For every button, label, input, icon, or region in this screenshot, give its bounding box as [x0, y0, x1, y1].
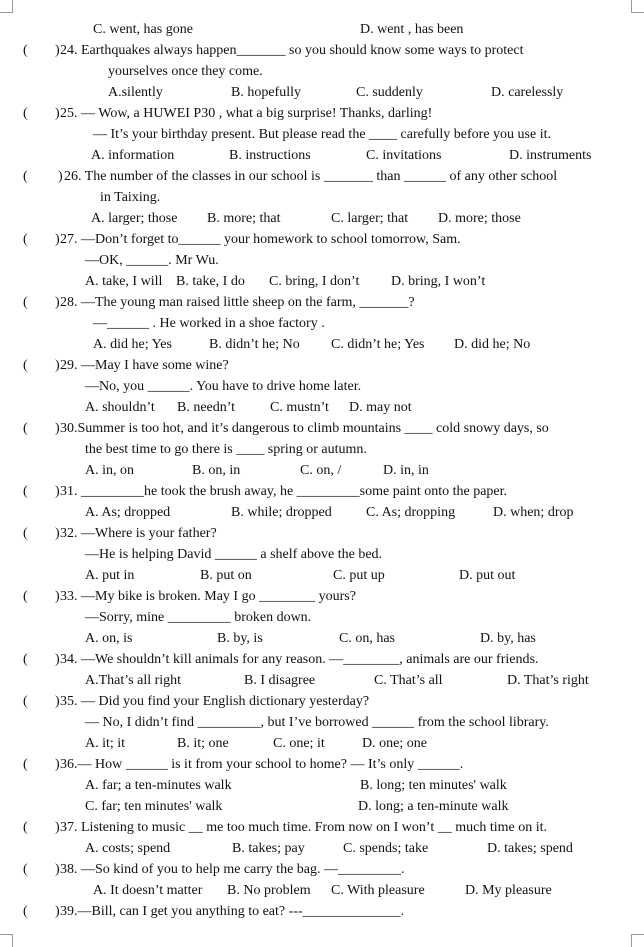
question-line: [0, 649, 644, 670]
answer-option: A. put in: [85, 568, 135, 583]
question-stem: 36.— How ______ is it from your school to home? — It’s only ______.: [60, 757, 464, 772]
answer-bracket-close: ): [55, 820, 60, 835]
answer-option: B. didn’t he; No: [209, 337, 300, 352]
question-stem: 29. —May I have some wine?: [60, 358, 229, 373]
answer-option: A.silently: [108, 85, 163, 100]
options-line: [0, 145, 644, 166]
answer-option: D. more; those: [438, 211, 521, 226]
question-text: in Taixing.: [100, 190, 161, 205]
answer-option: C. one; it: [273, 736, 325, 751]
answer-bracket-open[interactable]: (: [23, 526, 28, 541]
answer-option: A. take, I will: [85, 274, 163, 289]
options-line: [0, 82, 644, 103]
question-line: [0, 292, 644, 313]
answer-bracket-open[interactable]: (: [23, 484, 28, 499]
answer-option: B. by, is: [217, 631, 263, 646]
answer-option: C. on, has: [339, 631, 395, 646]
question-line: [0, 481, 644, 502]
question-stem: 28. —The young man raised little sheep on the farm, _______?: [60, 295, 415, 310]
answer-option: B. put on: [200, 568, 252, 583]
question-continuation-line: [0, 187, 644, 208]
question-line: [0, 418, 644, 439]
answer-option: C. far; ten minutes' walk: [85, 799, 223, 814]
question-text: —OK, ______. Mr Wu.: [85, 253, 219, 268]
answer-bracket-close: ): [55, 232, 60, 247]
answer-option: C. As; dropping: [366, 505, 456, 520]
answer-bracket-open[interactable]: (: [23, 421, 28, 436]
options-line: [0, 775, 644, 796]
options-line: [0, 460, 644, 481]
options-line: [0, 271, 644, 292]
options-line: [0, 628, 644, 649]
answer-bracket-open[interactable]: (: [23, 295, 28, 310]
answer-bracket-close: ): [55, 43, 60, 58]
crop-mark-top-left: [0, 0, 13, 13]
answer-option: D. put out: [459, 568, 516, 583]
answer-option: A. in, on: [85, 463, 134, 478]
question-stem: 34. —We shouldn’t kill animals for any reason. —________, animals are our friends.: [60, 652, 539, 667]
question-line: [0, 229, 644, 250]
answer-bracket-close: ): [55, 694, 60, 709]
question-line: [0, 691, 644, 712]
answer-bracket-close: ): [55, 484, 60, 499]
question-continuation-line: [0, 439, 644, 460]
answer-option: C. With pleasure: [331, 883, 425, 898]
question-continuation-line: [0, 607, 644, 628]
answer-bracket-close: ): [55, 421, 60, 436]
answer-option: A. did he; Yes: [93, 337, 172, 352]
question-continuation-line: [0, 250, 644, 271]
answer-bracket-close: ): [58, 169, 63, 184]
question-continuation-line: [0, 544, 644, 565]
answer-option: A. costs; spend: [85, 841, 171, 856]
answer-option: D. may not: [349, 400, 412, 415]
answer-option: A. it; it: [85, 736, 126, 751]
question-stem: 35. — Did you find your English dictionary yesterday?: [60, 694, 370, 709]
question-line: [0, 817, 644, 838]
answer-bracket-open[interactable]: (: [23, 232, 28, 247]
answer-bracket-open[interactable]: (: [23, 358, 28, 373]
question-continuation-line: [0, 61, 644, 82]
answer-option: A.That’s all right: [85, 673, 182, 688]
options-line: [0, 796, 644, 817]
question-text: — It’s your birthday present. But please read the ____ carefully before you use it.: [93, 127, 551, 142]
answer-option: C. didn’t he; Yes: [331, 337, 425, 352]
question-stem: 38. —So kind of you to help me carry the bag. —_________.: [60, 862, 405, 877]
options-line: [0, 733, 644, 754]
answer-option: C. mustn’t: [270, 400, 329, 415]
answer-bracket-close: ): [55, 358, 60, 373]
answer-option: D. My pleasure: [465, 883, 552, 898]
answer-bracket-open[interactable]: (: [23, 169, 28, 184]
question-text: —Sorry, mine _________ broken down.: [85, 610, 312, 625]
question-text: —______ . He worked in a shoe factory .: [93, 316, 325, 331]
question-line: [0, 523, 644, 544]
answer-option: B. take, I do: [176, 274, 245, 289]
answer-bracket-close: ): [55, 106, 60, 121]
question-stem: 30.Summer is too hot, and it’s dangerous to climb mountains ____ cold snowy days, so: [60, 421, 549, 436]
answer-option: D. That’s right: [507, 673, 589, 688]
answer-option: D. by, has: [480, 631, 536, 646]
answer-option: B. it; one: [177, 736, 229, 751]
question-stem: 39.—Bill, can I get you anything to eat? ---______________.: [60, 904, 405, 919]
question-line: [0, 166, 644, 187]
exam-page: [0, 19, 644, 922]
question-line: [0, 103, 644, 124]
answer-option: B. needn’t: [177, 400, 236, 415]
options-line: [0, 880, 644, 901]
answer-bracket-open[interactable]: (: [23, 757, 28, 772]
answer-option: D. one; one: [362, 736, 427, 751]
question-text: —No, you ______. You have to drive home later.: [85, 379, 362, 394]
answer-bracket-open[interactable]: (: [23, 694, 28, 709]
answer-option: D. in, in: [383, 463, 429, 478]
question-line: [0, 355, 644, 376]
question-stem: 31. _________he took the brush away, he _________some paint onto the paper.: [60, 484, 508, 499]
crop-mark-bottom-right: [631, 934, 644, 947]
answer-option: C. suddenly: [356, 85, 423, 100]
answer-option: A. larger; those: [91, 211, 178, 226]
answer-bracket-open[interactable]: (: [23, 106, 28, 121]
question-continuation-line: [0, 712, 644, 733]
answer-bracket-open[interactable]: (: [23, 589, 28, 604]
question-line: [0, 859, 644, 880]
question-continuation-line: [0, 124, 644, 145]
question-stem: 25. — Wow, a HUWEI P30 , what a big surprise! Thanks, darling!: [60, 106, 433, 121]
answer-bracket-close: ): [55, 904, 60, 919]
answer-option: C. That’s all: [374, 673, 443, 688]
options-line: [0, 19, 644, 40]
answer-option: C. spends; take: [343, 841, 429, 856]
answer-bracket-close: ): [55, 862, 60, 877]
question-stem: 32. —Where is your father?: [60, 526, 217, 541]
answer-bracket-close: ): [55, 526, 60, 541]
answer-option: D. takes; spend: [487, 841, 573, 856]
question-text: yourselves once they come.: [108, 64, 263, 79]
question-continuation-line: [0, 313, 644, 334]
answer-bracket-close: ): [55, 295, 60, 310]
answer-bracket-open[interactable]: (: [23, 820, 28, 835]
options-line: [0, 838, 644, 859]
answer-option: D. carelessly: [491, 85, 564, 100]
options-line: [0, 208, 644, 229]
question-text: —He is helping David ______ a shelf above the bed.: [85, 547, 383, 562]
question-stem: 37. Listening to music __ me too much time. From now on I won’t __ much time on it.: [60, 820, 547, 835]
answer-option: B. on, in: [192, 463, 241, 478]
answer-bracket-close: ): [55, 757, 60, 772]
answer-option: D. went , has been: [360, 22, 464, 37]
crop-mark-top-right: [631, 0, 644, 13]
answer-option: B. I disagree: [244, 673, 316, 688]
answer-option: B. hopefully: [231, 85, 301, 100]
answer-option: B. takes; pay: [232, 841, 305, 856]
answer-bracket-open[interactable]: (: [23, 43, 28, 58]
answer-option: D. when; drop: [493, 505, 574, 520]
question-stem: 24. Earthquakes always happen_______ so you should know some ways to protect: [60, 43, 524, 58]
answer-option: A. It doesn’t matter: [93, 883, 203, 898]
question-text: — No, I didn’t find _________, but I’ve borrowed ______ from the school library.: [85, 715, 549, 730]
answer-option: A. As; dropped: [85, 505, 171, 520]
options-line: [0, 565, 644, 586]
options-line: [0, 670, 644, 691]
crop-mark-bottom-left: [0, 934, 13, 947]
answer-option: B. long; ten minutes' walk: [360, 778, 507, 793]
answer-option: B. while; dropped: [231, 505, 332, 520]
answer-option: A. far; a ten-minutes walk: [85, 778, 232, 793]
answer-bracket-open[interactable]: (: [23, 904, 28, 919]
answer-option: D. did he; No: [454, 337, 531, 352]
question-line: [0, 586, 644, 607]
answer-option: A. on, is: [85, 631, 133, 646]
answer-option: B. No problem: [227, 883, 311, 898]
answer-option: C. put up: [333, 568, 385, 583]
answer-option: D. instruments: [509, 148, 592, 163]
options-line: [0, 397, 644, 418]
answer-bracket-open[interactable]: (: [23, 862, 28, 877]
answer-option: C. went, has gone: [93, 22, 193, 37]
answer-option: C. on, /: [300, 463, 342, 478]
answer-option: C. larger; that: [331, 211, 409, 226]
question-line: [0, 754, 644, 775]
question-stem: 33. —My bike is broken. May I go ________ yours?: [60, 589, 356, 604]
question-line: [0, 40, 644, 61]
question-stem: 27. —Don’t forget to______ your homework to school tomorrow, Sam.: [60, 232, 461, 247]
answer-option: D. long; a ten-minute walk: [358, 799, 509, 814]
question-continuation-line: [0, 376, 644, 397]
answer-option: D. bring, I won’t: [391, 274, 486, 289]
answer-option: C. invitations: [366, 148, 442, 163]
options-line: [0, 334, 644, 355]
answer-option: C. bring, I don’t: [269, 274, 360, 289]
answer-option: B. instructions: [229, 148, 311, 163]
answer-bracket-open[interactable]: (: [23, 652, 28, 667]
options-line: [0, 502, 644, 523]
answer-option: A. shouldn’t: [85, 400, 155, 415]
answer-option: A. information: [91, 148, 175, 163]
answer-bracket-close: ): [55, 652, 60, 667]
question-line: [0, 901, 644, 922]
answer-option: B. more; that: [207, 211, 281, 226]
question-stem: 26. The number of the classes in our school is _______ than ______ of any other school: [64, 169, 558, 184]
question-text: the best time to go there is ____ spring or autumn.: [85, 442, 367, 457]
answer-bracket-close: ): [55, 589, 60, 604]
